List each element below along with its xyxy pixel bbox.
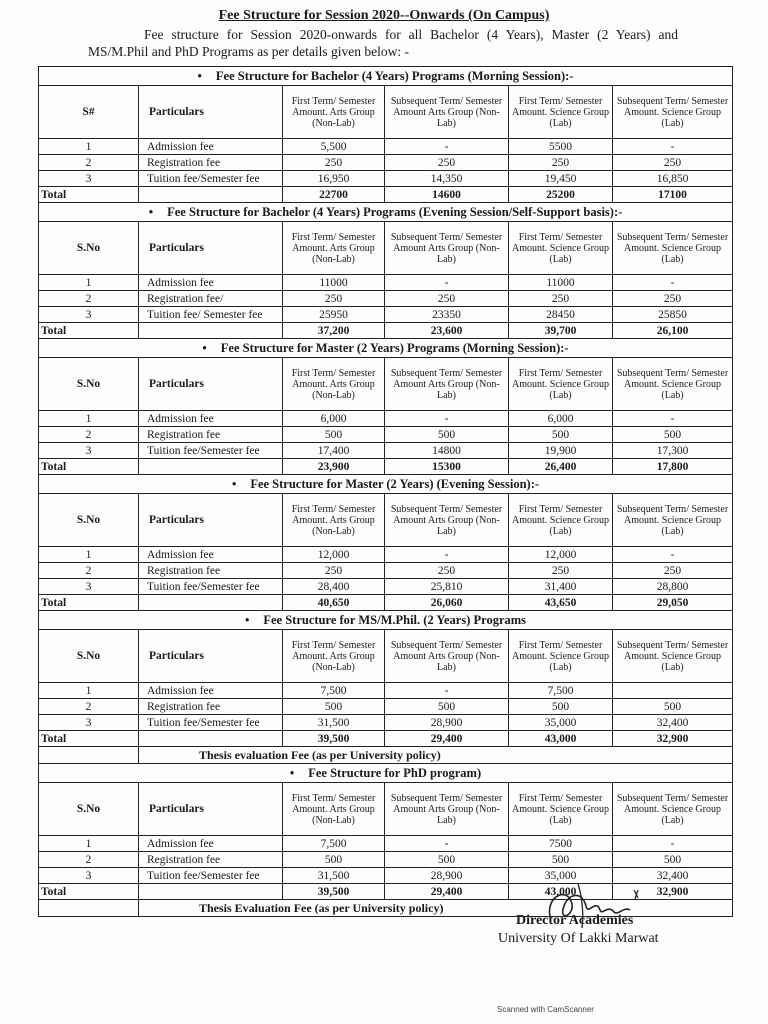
fee-amount: 7500 <box>509 836 613 852</box>
fee-amount: 500 <box>613 699 733 715</box>
fee-amount: 17,400 <box>283 443 385 459</box>
fee-amount: 23350 <box>385 307 509 323</box>
fee-particular: Registration fee <box>139 699 283 715</box>
thesis-fee-note: Thesis evaluation Fee (as per University policy) <box>139 747 733 764</box>
row-number: 2 <box>39 155 139 171</box>
empty-cell <box>139 323 283 339</box>
fee-row <box>39 579 733 595</box>
bullet-icon: • <box>148 204 154 219</box>
fee-amount: 500 <box>509 699 613 715</box>
fee-amount: 32,400 <box>613 715 733 731</box>
fee-amount: 28450 <box>509 307 613 323</box>
fee-row <box>39 699 733 715</box>
fee-row <box>39 307 733 323</box>
column-header: First Term/ Semester Amount. Arts Group (Non-Lab) <box>283 630 385 683</box>
fee-amount: 250 <box>283 291 385 307</box>
fee-amount: 11000 <box>509 275 613 291</box>
section-heading <box>39 67 733 86</box>
fee-amount: 6,000 <box>509 411 613 427</box>
fee-amount: 12,000 <box>509 547 613 563</box>
section-heading-text: Fee Structure for Bachelor (4 Years) Programs (Evening Session/Self-Support basis):- <box>167 204 623 219</box>
fee-row <box>39 427 733 443</box>
column-header: First Term/ Semester Amount. Arts Group (Non-Lab) <box>283 86 385 139</box>
empty-cell <box>139 731 283 747</box>
fee-amount: 500 <box>385 427 509 443</box>
total-amount: 29,050 <box>613 595 733 611</box>
fee-amount: 28,900 <box>385 715 509 731</box>
fee-amount: 31,500 <box>283 715 385 731</box>
bullet-icon: • <box>244 612 250 627</box>
document-title: Fee Structure for Session 2020--Onwards (On Campus) <box>218 8 550 23</box>
total-amount: 26,100 <box>613 323 733 339</box>
row-number: 2 <box>39 291 139 307</box>
fee-row <box>39 411 733 427</box>
column-header: First Term/ Semester Amount. Science Group (Lab) <box>509 783 613 836</box>
fee-amount: 11000 <box>283 275 385 291</box>
bullet-icon: • <box>289 765 295 780</box>
column-header: First Term/ Semester Amount. Science Group (Lab) <box>509 494 613 547</box>
total-amount: 26,060 <box>385 595 509 611</box>
column-header: S.No <box>39 630 139 683</box>
signature-scribble-icon <box>538 876 658 936</box>
column-header: First Term/ Semester Amount. Science Group (Lab) <box>509 86 613 139</box>
section-heading-row <box>39 203 733 222</box>
column-header: Subsequent Term/ Semester Amount. Science Group (Lab) <box>613 783 733 836</box>
row-number: 3 <box>39 579 139 595</box>
column-header: First Term/ Semester Amount. Arts Group (Non-Lab) <box>283 222 385 275</box>
section-heading-row <box>39 339 733 358</box>
signatory-designation: Director Academies <box>516 913 634 928</box>
fee-row <box>39 275 733 291</box>
fee-amount: 250 <box>509 563 613 579</box>
fee-particular: Registration fee <box>139 155 283 171</box>
fee-amount: 35,000 <box>509 715 613 731</box>
row-number: 1 <box>39 683 139 699</box>
fee-amount: 500 <box>283 852 385 868</box>
fee-amount: 250 <box>509 291 613 307</box>
total-amount: 40,650 <box>283 595 385 611</box>
column-header-row <box>39 86 733 139</box>
empty-cell <box>139 187 283 203</box>
row-number: 2 <box>39 427 139 443</box>
fee-row <box>39 291 733 307</box>
fee-row <box>39 171 733 187</box>
total-amount: 23,900 <box>283 459 385 475</box>
fee-particular: Admission fee <box>139 836 283 852</box>
row-number: 1 <box>39 275 139 291</box>
fee-amount: - <box>385 139 509 155</box>
fee-row <box>39 443 733 459</box>
fee-row <box>39 852 733 868</box>
total-amount: 32,900 <box>613 731 733 747</box>
total-label: Total <box>39 323 139 339</box>
fee-amount: - <box>613 139 733 155</box>
fee-row <box>39 683 733 699</box>
fee-amount: 250 <box>385 291 509 307</box>
column-header: Subsequent Term/ Semester Amount. Science Group (Lab) <box>613 86 733 139</box>
empty-cell <box>39 747 139 764</box>
fee-amount: 250 <box>385 155 509 171</box>
empty-cell <box>139 459 283 475</box>
fee-amount: 32,400 <box>613 868 733 884</box>
column-header-row <box>39 358 733 411</box>
intro-paragraph: Fee structure for Session 2020-onwards for all Bachelor (4 Years), Master (2 Years) and MS/M.Phil and PhD Programs as per details given below: - <box>88 27 678 59</box>
total-amount: 39,500 <box>283 731 385 747</box>
section-heading-row <box>39 475 733 494</box>
fee-amount: 19,900 <box>509 443 613 459</box>
fee-amount: 25850 <box>613 307 733 323</box>
section-heading-row <box>39 67 733 86</box>
column-header-row <box>39 222 733 275</box>
bullet-icon: • <box>197 68 202 83</box>
row-number: 2 <box>39 563 139 579</box>
fee-amount: 14800 <box>385 443 509 459</box>
fee-amount: 500 <box>385 699 509 715</box>
row-number: 1 <box>39 139 139 155</box>
fee-amount: 250 <box>385 563 509 579</box>
total-row <box>39 731 733 747</box>
column-header-row <box>39 494 733 547</box>
column-header-row <box>39 783 733 836</box>
fee-amount: 500 <box>385 852 509 868</box>
fee-amount: 500 <box>613 427 733 443</box>
fee-amount: 25950 <box>283 307 385 323</box>
column-header: S.No <box>39 783 139 836</box>
fee-amount: 7,500 <box>283 683 385 699</box>
column-header: First Term/ Semester Amount. Science Group (Lab) <box>509 358 613 411</box>
total-amount: 29,400 <box>385 731 509 747</box>
row-number: 1 <box>39 547 139 563</box>
total-row <box>39 595 733 611</box>
column-header: S.No <box>39 358 139 411</box>
fee-amount: 35,000 <box>509 868 613 884</box>
column-header: S.No <box>39 222 139 275</box>
column-header: Particulars <box>139 630 283 683</box>
column-header: S# <box>39 86 139 139</box>
column-header-row <box>39 630 733 683</box>
row-number: 3 <box>39 868 139 884</box>
fee-amount: 5,500 <box>283 139 385 155</box>
fee-amount: 28,900 <box>385 868 509 884</box>
column-header: Subsequent Term/ Semester Amount. Science Group (Lab) <box>613 222 733 275</box>
column-header: S.No <box>39 494 139 547</box>
total-amount: 39,500 <box>283 884 385 900</box>
fee-amount: 6,000 <box>283 411 385 427</box>
section-heading <box>39 611 733 630</box>
fee-row <box>39 547 733 563</box>
fee-amount: 250 <box>613 291 733 307</box>
column-header: Particulars <box>139 358 283 411</box>
empty-cell <box>139 884 283 900</box>
fee-amount: 500 <box>283 699 385 715</box>
note-row <box>39 747 733 764</box>
column-header: Particulars <box>139 494 283 547</box>
total-amount: 29,400 <box>385 884 509 900</box>
fee-amount: 5500 <box>509 139 613 155</box>
fee-amount: - <box>385 836 509 852</box>
total-amount: 37,200 <box>283 323 385 339</box>
total-amount: 25200 <box>509 187 613 203</box>
fee-amount: 250 <box>283 155 385 171</box>
fee-amount: - <box>613 275 733 291</box>
total-amount: 43,000 <box>509 731 613 747</box>
total-label: Total <box>39 595 139 611</box>
fee-amount: - <box>385 547 509 563</box>
fee-particular: Registration fee <box>139 563 283 579</box>
fee-amount: 31,500 <box>283 868 385 884</box>
section-heading <box>39 475 733 494</box>
fee-amount: 500 <box>509 852 613 868</box>
fee-particular: Admission fee <box>139 275 283 291</box>
fee-amount: 250 <box>613 155 733 171</box>
signatory-institution: University Of Lakki Marwat <box>498 931 659 946</box>
fee-particular: Registration fee <box>139 427 283 443</box>
fee-amount: 250 <box>283 563 385 579</box>
fee-particular: Tuition fee/Semester fee <box>139 579 283 595</box>
row-number: 1 <box>39 411 139 427</box>
total-label: Total <box>39 459 139 475</box>
bullet-icon: • <box>202 340 207 355</box>
fee-particular: Admission fee <box>139 411 283 427</box>
fee-amount: 19,450 <box>509 171 613 187</box>
section-heading-text: Fee Structure for Master (2 Years) (Evening Session):- <box>250 476 540 491</box>
row-number: 3 <box>39 307 139 323</box>
column-header: Subsequent Term/ Semester Amount Arts Group (Non- Lab) <box>385 358 509 411</box>
fee-amount: 500 <box>283 427 385 443</box>
column-header: Subsequent Term/ Semester Amount Arts Group (Non- Lab) <box>385 630 509 683</box>
section-heading <box>39 764 733 783</box>
total-amount: 39,700 <box>509 323 613 339</box>
fee-amount: 16,850 <box>613 171 733 187</box>
thesis-fee-note: Thesis Evaluation Fee (as per University policy) <box>139 900 733 917</box>
fee-amount: - <box>385 683 509 699</box>
fee-table <box>38 66 733 917</box>
total-amount: 17,800 <box>613 459 733 475</box>
total-amount: 43,000 <box>509 884 613 900</box>
fee-amount: 250 <box>613 563 733 579</box>
column-header: First Term/ Semester Amount. Arts Group (Non-Lab) <box>283 494 385 547</box>
fee-row <box>39 715 733 731</box>
fee-amount <box>613 683 733 699</box>
signature-block <box>498 912 659 948</box>
column-header: Particulars <box>139 86 283 139</box>
fee-particular: Tuition fee/ Semester fee <box>139 307 283 323</box>
fee-particular: Registration fee/ <box>139 291 283 307</box>
total-amount: 22700 <box>283 187 385 203</box>
section-heading <box>39 339 733 358</box>
fee-particular: Tuition fee/Semester fee <box>139 868 283 884</box>
fee-amount: 28,400 <box>283 579 385 595</box>
column-header: Particulars <box>139 783 283 836</box>
column-header: Subsequent Term/ Semester Amount Arts Group (Non- Lab) <box>385 494 509 547</box>
fee-amount: 31,400 <box>509 579 613 595</box>
fee-row <box>39 139 733 155</box>
section-heading-text: Fee Structure for PhD program) <box>308 765 482 780</box>
fee-document <box>38 66 732 917</box>
section-heading-row <box>39 611 733 630</box>
row-number: 1 <box>39 836 139 852</box>
fee-amount: 25,810 <box>385 579 509 595</box>
fee-particular: Admission fee <box>139 683 283 699</box>
total-label: Total <box>39 187 139 203</box>
total-row <box>39 187 733 203</box>
fee-particular: Registration fee <box>139 852 283 868</box>
column-header: Subsequent Term/ Semester Amount Arts Group (Non- Lab) <box>385 86 509 139</box>
column-header: Subsequent Term/ Semester Amount Arts Group (Non- Lab) <box>385 783 509 836</box>
fee-amount: 14,350 <box>385 171 509 187</box>
column-header: Subsequent Term/ Semester Amount Arts Group (Non- Lab) <box>385 222 509 275</box>
column-header: First Term/ Semester Amount. Science Group (Lab) <box>509 222 613 275</box>
fee-amount: 500 <box>613 852 733 868</box>
fee-amount: 17,300 <box>613 443 733 459</box>
section-heading-text: Fee Structure for Bachelor (4 Years) Programs (Morning Session):- <box>215 68 574 83</box>
column-header: Subsequent Term/ Semester Amount. Science Group (Lab) <box>613 630 733 683</box>
fee-particular: Admission fee <box>139 139 283 155</box>
row-number: 2 <box>39 852 139 868</box>
section-heading <box>39 203 733 222</box>
total-row <box>39 459 733 475</box>
fee-amount: 250 <box>509 155 613 171</box>
fee-amount: 16,950 <box>283 171 385 187</box>
fee-amount: 7,500 <box>283 836 385 852</box>
fee-amount: 12,000 <box>283 547 385 563</box>
scanner-watermark: Scanned with CamScanner <box>497 1005 594 1014</box>
bullet-icon: • <box>231 476 237 491</box>
fee-amount: - <box>613 547 733 563</box>
fee-amount: 7,500 <box>509 683 613 699</box>
empty-cell <box>39 900 139 917</box>
section-heading-row <box>39 764 733 783</box>
total-amount: 26,400 <box>509 459 613 475</box>
total-amount: 32,900 <box>613 884 733 900</box>
section-heading-text: Fee Structure for Master (2 Years) Programs (Morning Session):- <box>220 340 569 355</box>
fee-amount: 500 <box>509 427 613 443</box>
row-number: 3 <box>39 171 139 187</box>
column-header: First Term/ Semester Amount. Arts Group (Non-Lab) <box>283 783 385 836</box>
total-label: Total <box>39 731 139 747</box>
fee-amount: - <box>613 411 733 427</box>
column-header: Subsequent Term/ Semester Amount. Science Group (Lab) <box>613 494 733 547</box>
column-header: First Term/ Semester Amount. Arts Group (Non-Lab) <box>283 358 385 411</box>
total-amount: 43,650 <box>509 595 613 611</box>
section-heading-text: Fee Structure for MS/M.Phil. (2 Years) Programs <box>263 612 527 627</box>
fee-row <box>39 563 733 579</box>
fee-amount: - <box>385 275 509 291</box>
row-number: 3 <box>39 715 139 731</box>
row-number: 3 <box>39 443 139 459</box>
column-header: Particulars <box>139 222 283 275</box>
fee-particular: Tuition fee/Semester fee <box>139 443 283 459</box>
fee-particular: Tuition fee/Semester fee <box>139 171 283 187</box>
fee-amount: 28,800 <box>613 579 733 595</box>
total-row <box>39 323 733 339</box>
fee-amount: - <box>385 411 509 427</box>
empty-cell <box>139 595 283 611</box>
total-label: Total <box>39 884 139 900</box>
total-amount: 23,600 <box>385 323 509 339</box>
column-header: Subsequent Term/ Semester Amount. Science Group (Lab) <box>613 358 733 411</box>
total-amount: 17100 <box>613 187 733 203</box>
fee-row <box>39 155 733 171</box>
column-header: First Term/ Semester Amount. Science Group (Lab) <box>509 630 613 683</box>
fee-amount: - <box>613 836 733 852</box>
fee-particular: Admission fee <box>139 547 283 563</box>
row-number: 2 <box>39 699 139 715</box>
fee-row <box>39 836 733 852</box>
fee-particular: Tuition fee/Semester fee <box>139 715 283 731</box>
total-amount: 15300 <box>385 459 509 475</box>
total-amount: 14600 <box>385 187 509 203</box>
